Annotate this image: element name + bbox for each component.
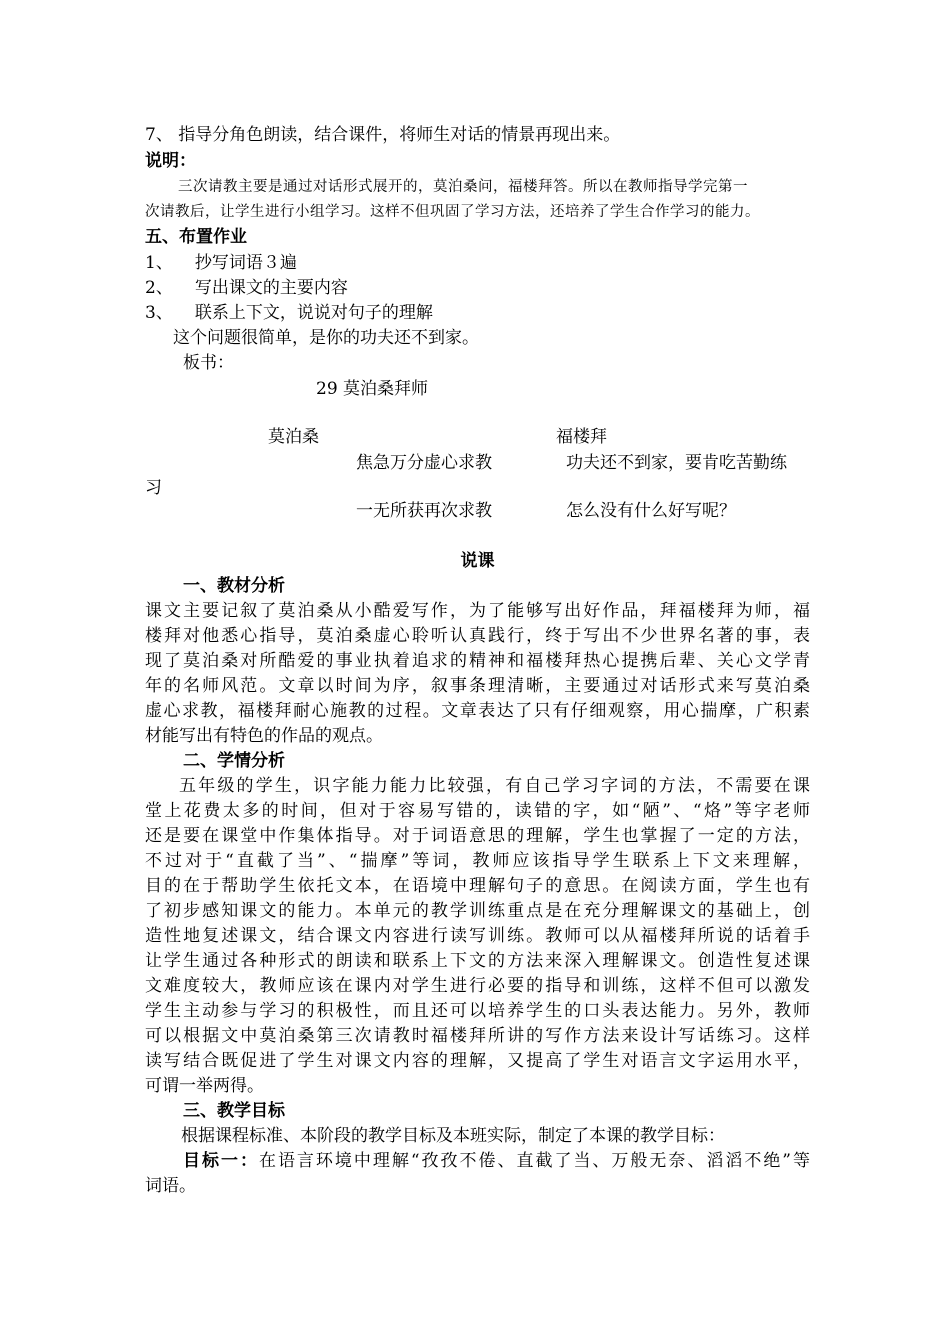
board-label: 板书：	[183, 353, 234, 373]
s2-line: 文难度较大，教师应该在课内对学生进行必要的指导和训练，这样不但可以激发	[145, 976, 810, 996]
s3-intro: 根据课程标准、本阶段的教学目标及本班实际，制定了本课的教学目标：	[181, 1126, 725, 1146]
s1-line: 年的名师风范。文章以时间为序，叙事条理清晰，主要通过对话形式来写莫泊桑	[145, 676, 810, 696]
s2-line: 还是要在课堂中作集体指导。对于词语意思的理解，学生也掌握了一定的方法，	[145, 826, 810, 846]
board-title: 29 莫泊桑拜师	[316, 379, 429, 399]
section-3-heading: 三、教学目标	[183, 1101, 285, 1121]
s2-line: 可以根据文中莫泊桑第三次请教时福楼拜所讲的写作方法来设计写话练习。这样	[145, 1026, 810, 1046]
note-line-2: 次请教后，让学生进行小组学习。这样不但巩固了学习方法，还培养了学生合作学习的能力。	[145, 204, 760, 220]
s2-line: 五年级的学生，识字能力能力比较强，有自己学习字词的方法，不需要在课	[179, 776, 810, 796]
goal-1-label: 目标一：	[183, 1151, 259, 1171]
s2-line: 了初步感知课文的能力。本单元的教学训练重点是在充分理解课文的基础上，创	[145, 901, 810, 921]
s2-line: 读写结合既促进了学生对课文内容的理解，又提高了学生对语言文字运用水平，	[145, 1051, 810, 1071]
board-right-name: 福楼拜	[556, 427, 607, 447]
s2-line: 不过对于“直截了当”、“揣摩”等词，教师应该指导学生联系上下文来理解，	[145, 851, 810, 871]
section-1-heading: 一、教材分析	[183, 576, 285, 596]
board-row2-right: 怎么没有什么好写呢？	[566, 501, 736, 521]
homework-sentence: 这个问题很简单，是你的功夫还不到家。	[173, 328, 479, 348]
s2-line: 学生主动参与学习的积极性，而且还可以培养学生的口头表达能力。另外，教师	[145, 1001, 810, 1021]
homework-heading: 五、布置作业	[145, 227, 247, 247]
goal-1	[145, 1148, 810, 1174]
s2-line: 目的在于帮助学生依托文本，在语境中理解句子的意思。在阅读方面，学生也有	[145, 876, 810, 896]
homework-item-2: 2、 写出课文的主要内容	[145, 278, 348, 298]
goal-1-wrap: 词语。	[145, 1176, 196, 1196]
s2-line: 造性地复述课文，结合课文内容进行读写训练。教师可以从福楼拜所说的话着手	[145, 926, 810, 946]
step-7: 7、 指导分角色朗读，结合课件，将师生对话的情景再现出来。	[145, 125, 621, 145]
s1-line: 楼拜对他悉心指导，莫泊桑虚心聆听认真践行，终于写出不少世界名著的事，表	[145, 626, 810, 646]
board-row2-left: 一无所获再次求教	[356, 501, 492, 521]
s1-line: 材能写出有特色的作品的观点。	[145, 726, 383, 746]
goal-1-text: 在语言环境中理解“孜孜不倦、直截了当、万般无奈、滔滔不绝”等	[258, 1151, 810, 1171]
homework-item-3: 3、 联系上下文，说说对句子的理解	[145, 303, 433, 323]
board-left-name: 莫泊桑	[268, 427, 319, 447]
s1-line: 虚心求教，福楼拜耐心施教的过程。文章表达了只有仔细观察，用心揣摩，广积素	[145, 701, 810, 721]
s2-line: 堂上花费太多的时间，但对于容易写错的，读错的字，如“陋”、“烙”等字老师	[145, 801, 810, 821]
note-title: 说明：	[145, 151, 196, 171]
homework-item-1: 1、 抄写词语３遍	[145, 253, 297, 273]
note-line-1: 三次请教主要是通过对话形式展开的，莫泊桑问，福楼拜答。所以在教师指导学完第一	[178, 179, 748, 195]
s2-line: 让学生通过各种形式的朗读和联系上下文的方法来深入理解课文。创造性复述课	[145, 951, 810, 971]
s1-line: 现了莫泊桑对所酷爱的事业执着追求的精神和福楼拜热心提携后辈、关心文学青	[145, 651, 810, 671]
board-row1-right: 功夫还不到家，要肯吃苦勤练	[566, 453, 787, 473]
board-row1-left: 焦急万分虚心求教	[356, 453, 492, 473]
shuoke-title: 说课	[460, 551, 495, 571]
s2-line: 可谓一举两得。	[145, 1076, 264, 1096]
board-row1-wrap: 习	[145, 478, 162, 498]
section-2-heading: 二、学情分析	[183, 751, 285, 771]
s1-line: 课文主要记叙了莫泊桑从小酷爱写作，为了能够写出好作品，拜福楼拜为师，福	[145, 601, 810, 621]
